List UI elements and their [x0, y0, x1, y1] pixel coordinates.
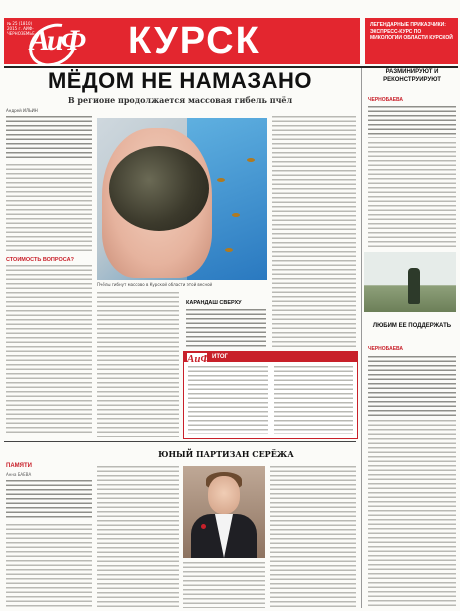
sidebar-lead-2 — [368, 356, 456, 416]
bottom-lead — [6, 480, 92, 520]
main-headline: МЁДОМ НЕ НАМАЗАНО — [47, 68, 313, 93]
boy-portrait-photo — [183, 466, 265, 558]
sapper-figure — [408, 268, 420, 304]
text-column-3 — [272, 116, 356, 348]
lead-paragraph — [6, 116, 92, 160]
sidebar-lead — [368, 106, 456, 138]
photo-caption: Пчёлы гибнут массово в Курской области этой весной — [97, 282, 213, 287]
text-column-2 — [97, 292, 179, 437]
section-heading-1: СТОИМОСТЬ ВОПРОСА? — [6, 257, 74, 263]
bottom-headline: ЮНЫЙ ПАРТИЗАН СЕРЁЖА — [158, 449, 294, 459]
bottom-section-label: ПАМЯТИ — [6, 463, 32, 469]
sidebar-headline: РАЗМИНИРУЮТ И РЕКОНСТРУИРУЮТ — [383, 69, 441, 83]
text-column-1b — [6, 265, 92, 435]
bottom-text-3 — [183, 562, 265, 608]
text-column-1a — [6, 164, 92, 254]
section-rule — [4, 441, 356, 442]
main-subhead: В регионе продолжается массовая гибель пчёл — [67, 95, 293, 105]
sidebar-author: ЧЕРНОБАЕВА — [368, 97, 404, 103]
bee-shape — [225, 248, 233, 252]
issue-info: № 25 (1810) 2015 г. АИФ-ЧЕРНОЗЕМЬЕ — [7, 21, 35, 36]
summary-box — [183, 351, 358, 439]
bottom-text-2 — [97, 466, 179, 608]
bottom-text-4 — [270, 466, 356, 608]
dead-bees-pile — [109, 146, 209, 231]
bee-shape — [232, 213, 240, 217]
aif-logo: АиФ — [30, 24, 84, 57]
main-byline: Андрей ИЛЬИН — [6, 108, 38, 113]
masthead — [4, 18, 458, 64]
bottom-text-1 — [6, 524, 92, 608]
promo-box: ЛЕГЕНДАРНЫЕ ПРИКАЗЧИКИ: ЭКСПРЕСС-КУРС ПО МИКОЛОГИИ ОБЛАСТИ КУРСКОЙ — [365, 18, 458, 64]
summary-text-right — [274, 366, 353, 434]
sidebar-headline-2: ЛЮБИМ ЕЕ ПОДДЕРЖАТЬ — [372, 323, 452, 329]
sidebar-text-2 — [368, 420, 456, 608]
summary-text-left — [188, 366, 268, 434]
summary-title: ИТОГ — [212, 354, 228, 360]
city-title: КУРСК — [128, 20, 261, 62]
face-shape — [208, 476, 240, 514]
masthead-banner — [4, 18, 360, 64]
quote-text — [186, 309, 266, 347]
sapper-photo — [364, 252, 456, 312]
quote-title: КАРАНДАШ СВЕРХУ — [186, 300, 242, 306]
bee-shape — [247, 158, 255, 162]
bottom-author: Анна БАЕВА — [6, 472, 32, 477]
sidebar-rule — [361, 68, 362, 608]
bees-photo — [97, 118, 267, 280]
ribbon-badge — [201, 524, 206, 529]
aif-small-logo: АиФ — [187, 353, 210, 365]
sidebar-text — [368, 142, 456, 248]
bee-shape — [217, 178, 225, 182]
sidebar-author-2: ЧЕРНОБАЕВА — [368, 346, 404, 352]
